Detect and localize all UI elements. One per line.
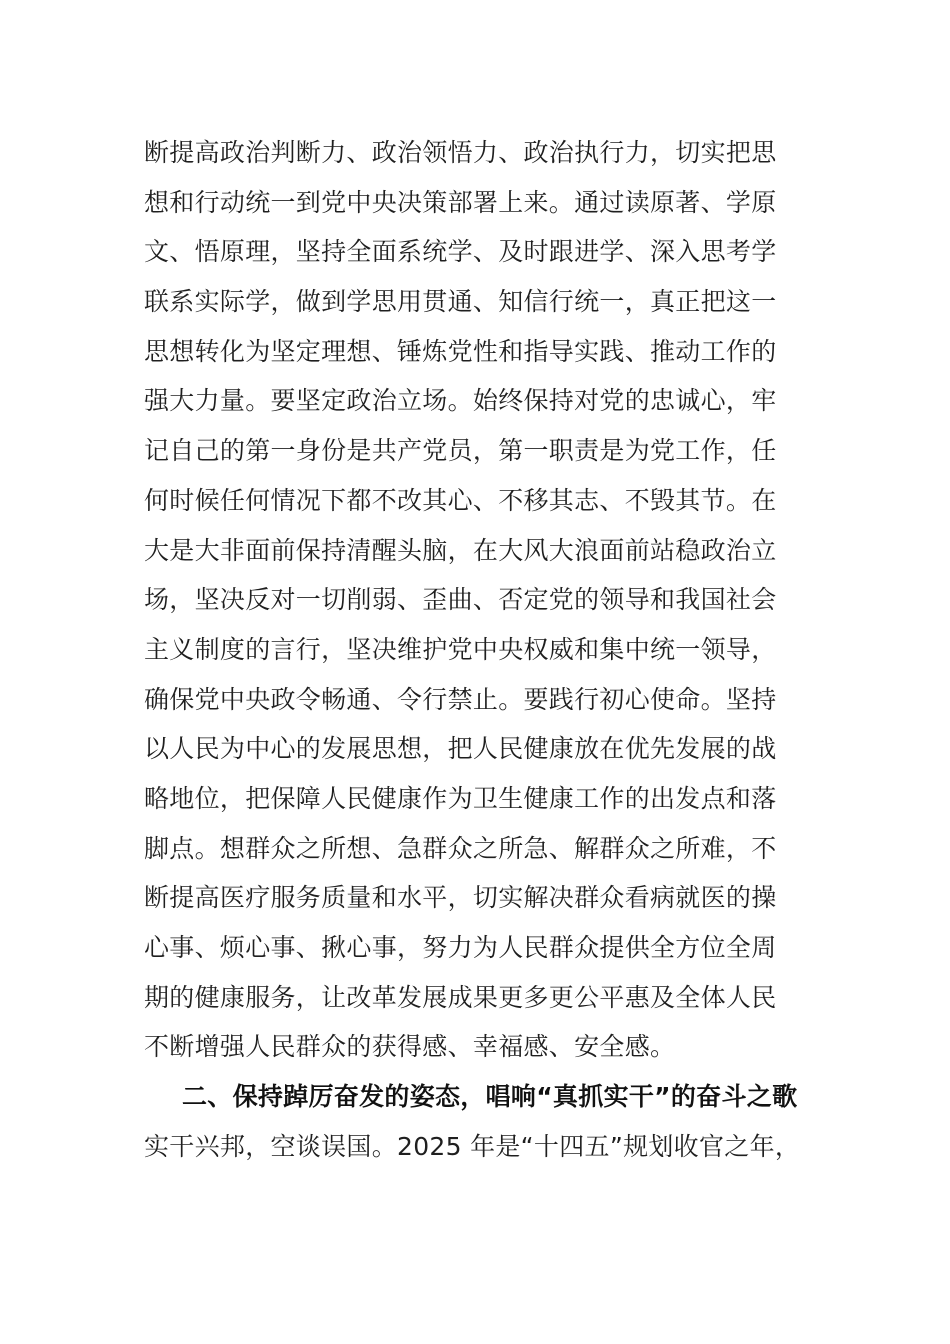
- paragraph-line-12: 确保党中央政令畅通、令行禁止。要践行初心使命。坚持: [144, 684, 777, 714]
- paragraph-line-7: 记自己的第一身份是共产党员，第一职责是为党工作，任: [144, 436, 777, 466]
- section-heading: 二、保持踔厉奋发的姿态，唱响“真抓实干”的奋斗之歌: [182, 1082, 798, 1112]
- paragraph-line-3: 文、悟原理，坚持全面系统学、及时跟进学、深入思考学: [144, 237, 777, 267]
- paragraph-line-6: 强大力量。要坚定政治立场。始终保持对党的忠诚心，牢: [144, 386, 777, 416]
- paragraph-line-4: 联系实际学，做到学思用贯通、知信行统一，真正把这一: [144, 287, 777, 317]
- paragraph-line-16: 断提高医疗服务质量和水平，切实解决群众看病就医的操: [144, 883, 777, 913]
- paragraph-line-13: 以人民为中心的发展思想，把人民健康放在优先发展的战: [144, 734, 777, 764]
- paragraph-line-14: 略地位，把保障人民健康作为卫生健康工作的出发点和落: [144, 783, 777, 813]
- body-text: [144, 128, 814, 1171]
- paragraph-line-10: 场，坚决反对一切削弱、歪曲、否定党的领导和我国社会: [144, 585, 777, 615]
- paragraph-line-11: 主义制度的言行，坚决维护党中央权威和集中统一领导，: [144, 634, 777, 664]
- paragraph-line-18: 期的健康服务，让改革发展成果更多更公平惠及全体人民: [144, 982, 777, 1012]
- paragraph-line-15: 脚点。想群众之所想、急群众之所急、解群众之所难，不: [144, 833, 777, 863]
- paragraph-line-9: 大是大非面前保持清醒头脑，在大风大浪面前站稳政治立: [144, 535, 777, 565]
- paragraph-line-17: 心事、烦心事、揪心事，努力为人民群众提供全方位全周: [144, 933, 777, 962]
- paragraph-line-1: 断提高政治判断力、政治领悟力、政治执行力，切实把思: [144, 138, 777, 167]
- paragraph-line-2: 想和行动统一到党中央决策部署上来。通过读原著、学原: [144, 187, 777, 217]
- paragraph-line-5: 思想转化为坚定理想、锤炼党性和指导实践、推动工作的: [144, 336, 777, 366]
- paragraph-line-8: 何时候任何情况下都不改其心、不移其志、不毁其节。在: [144, 485, 777, 515]
- paragraph-line-19: 不断增强人民群众的获得感、幸福感、安全感。: [144, 1032, 676, 1062]
- paragraph-line-after-heading: 实干兴邦，空谈误国。2025 年是“十四五”规划收官之年，: [144, 1131, 801, 1161]
